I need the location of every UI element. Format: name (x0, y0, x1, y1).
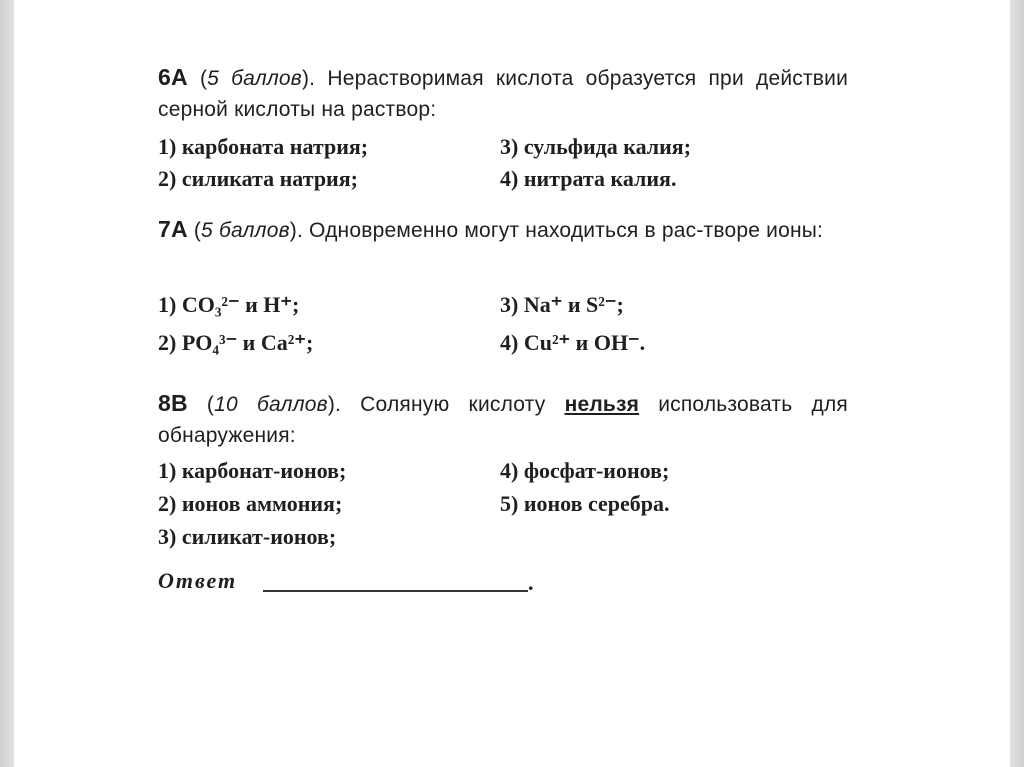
option-4: 4) фосфат-ионов; (500, 458, 670, 483)
question-6a-stem: 6А (5 баллов). Нерастворимая кислота образуется при действии серной кислоты на раствор: (158, 64, 849, 121)
option-4: 4) нитрата калия. (500, 166, 677, 191)
question-text-after: использовать для обнаружения: (158, 393, 848, 447)
right-border (1010, 0, 1024, 767)
question-points: 10 баллов (214, 393, 328, 416)
option-2: 2) PO₄³⁻ и Ca²⁺; (158, 330, 314, 355)
question-text-before: Соляную кислоту (360, 393, 546, 416)
question-text: Одновременно могут находиться в рас-творе ионы: (309, 219, 824, 242)
option-1: 1) CO₃²⁻ и H⁺; (158, 292, 300, 317)
option-1: 1) карбоната натрия; (158, 134, 369, 159)
option-2: 2) силиката натрия; (158, 166, 358, 191)
answer-line[interactable] (263, 590, 528, 592)
negation-word: нельзя (564, 393, 640, 416)
question-8b (158, 388, 848, 549)
question-6a (158, 62, 849, 191)
option-3: 3) силикат-ионов; (158, 524, 337, 549)
question-text: Нерастворимая кислота образуется при действии серной кислоты на раствор: (158, 67, 849, 121)
question-7a (158, 214, 848, 355)
question-7a-stem: 7А (5 баллов). Одновременно могут находиться в рас-творе ионы: (158, 216, 824, 242)
question-number: 8В (158, 390, 188, 416)
answer-period: . (528, 570, 534, 595)
answer-label: Ответ (158, 568, 238, 593)
left-border (0, 0, 14, 767)
question-points: 5 баллов (201, 219, 290, 242)
question-number: 6А (158, 64, 188, 90)
option-3: 3) сульфида калия; (500, 134, 692, 159)
question-number: 7А (158, 216, 188, 242)
question-points: 5 баллов (207, 67, 302, 90)
question-8b-stem: 8В (10 баллов). Соляную кислоту нельзя использовать для обнаружения: (158, 390, 848, 447)
option-4: 4) Cu²⁺ и OH⁻. (500, 330, 646, 355)
option-2: 2) ионов аммония; (158, 491, 343, 516)
option-3: 3) Na⁺ и S²⁻; (500, 292, 624, 317)
option-5: 5) ионов серебра. (500, 491, 670, 516)
option-1: 1) карбонат-ионов; (158, 458, 347, 483)
